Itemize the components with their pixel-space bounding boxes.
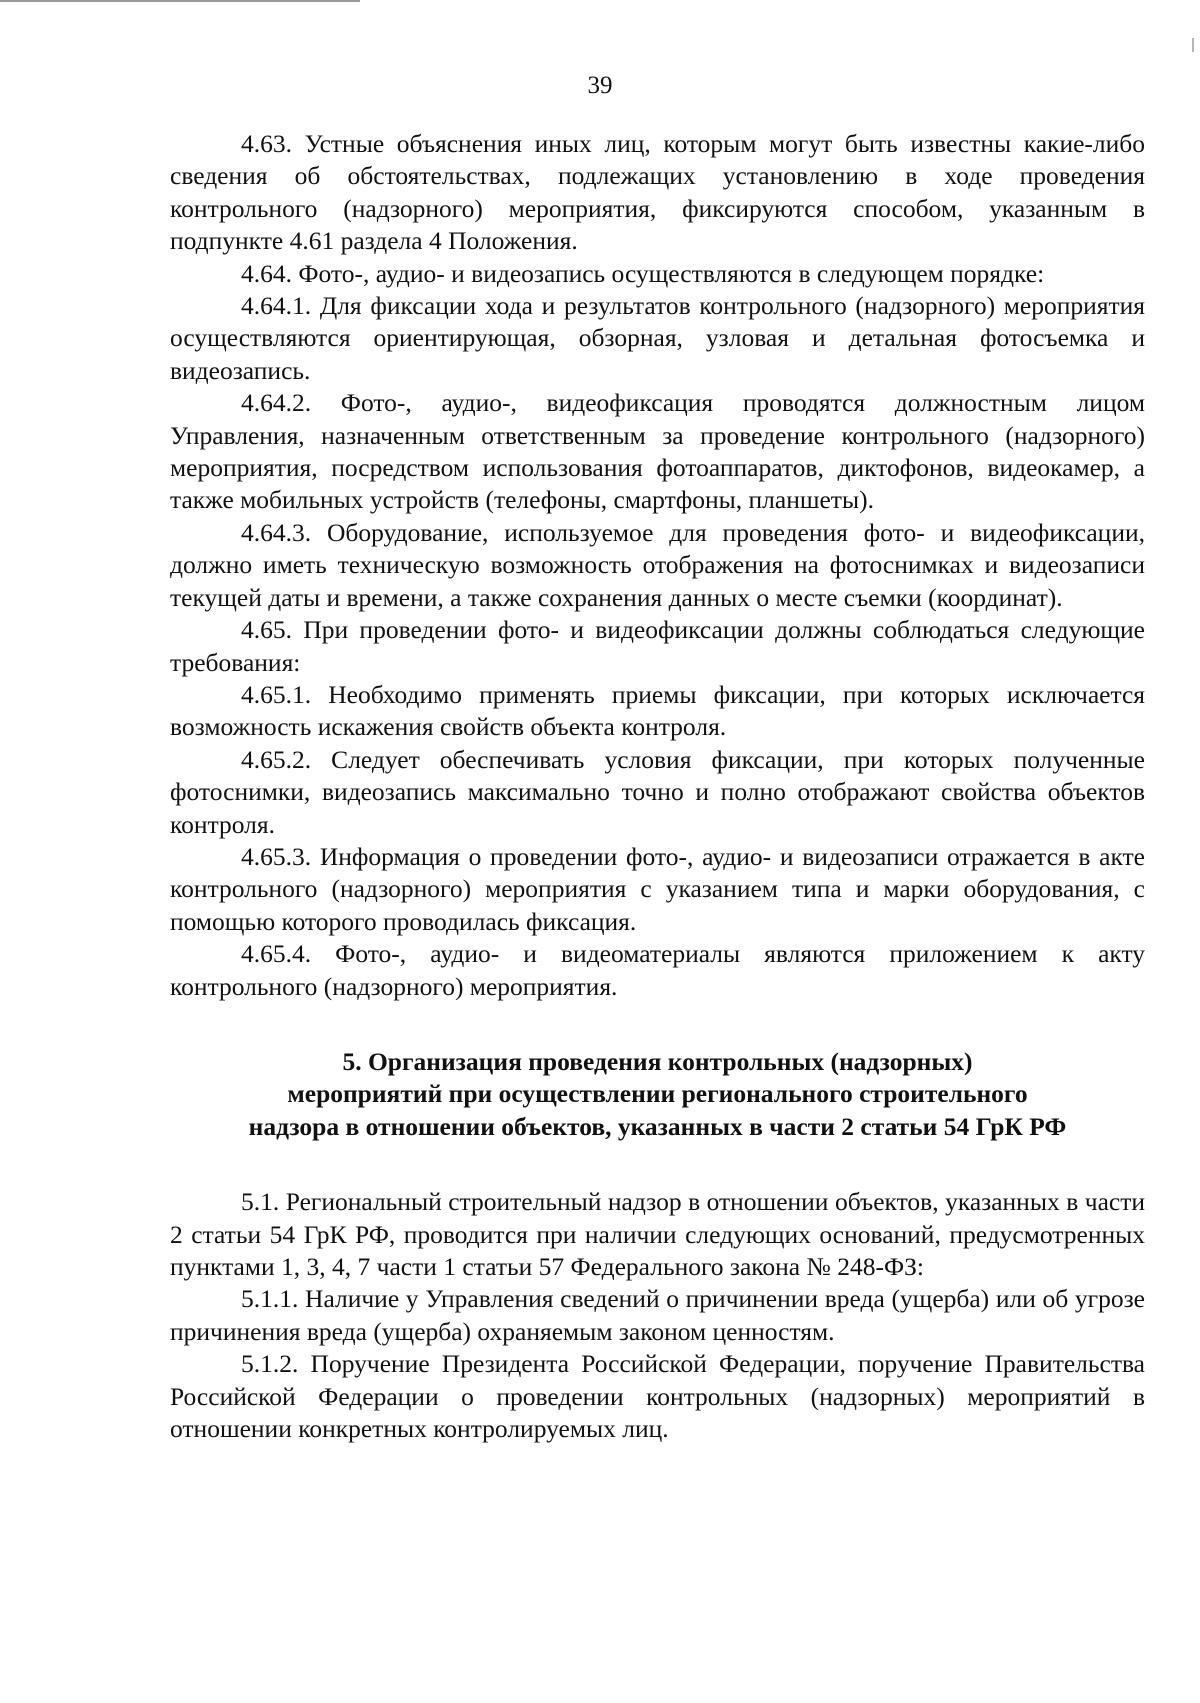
- section-heading-line: 5. Организация проведения контрольных (надзорных): [342, 1046, 973, 1076]
- section-heading-line: надзора в отношении объектов, указанных в части 2 статьи 54 ГрК РФ: [248, 1111, 1067, 1141]
- paragraph-4-65: 4.65. При проведении фото- и видеофиксации должны соблюдаться следующие требования:: [170, 615, 1145, 677]
- paragraph-4-64-2: 4.64.2. Фото-, аудио-, видеофиксация проводятся должностным лицом Управления, назначенным ответственным за проведение контрольного (надзорного) мероприятия, посредством использования фотоаппаратов, диктофонов, видеокамер, а также мобильных устройств (телефоны, смартфоны, планшеты).: [170, 388, 1145, 515]
- paragraph-4-65-1: 4.65.1. Необходимо применять приемы фиксации, при которых исключается возможность искажения свойств объекта контроля.: [170, 679, 1145, 742]
- paragraph-4-65-2: 4.65.2. Следует обеспечивать условия фиксации, при которых полученные фотоснимки, видеозапись максимально точно и полно отображают свойства объектов контроля.: [170, 744, 1145, 839]
- section-5-heading: [170, 1046, 1145, 1143]
- paragraph-4-64-1: 4.64.1. Для фиксации хода и результатов контрольного (надзорного) мероприятия осуществляются ориентирующая, обзорная, узловая и детальная фотосъемка и видеозапись.: [170, 291, 1145, 385]
- paragraph-5-1: 5.1. Региональный строительный надзор в отношении объектов, указанных в части 2 статьи 54 ГрК РФ, проводится при наличии следующих оснований, предусмотренных пунктами 1, 3, 4, 7 части 1 статьи 57 Федерального закона № 248-ФЗ:: [170, 1187, 1145, 1281]
- page-number: 39: [587, 72, 613, 99]
- scan-edge-line: [0, 0, 360, 2]
- paragraph-5-1-2: 5.1.2. Поручение Президента Российской Федерации, поручение Правительства Российской Федерации о проведении контрольных (надзорных) мероприятий в отношении конкретных контролируемых лиц.: [170, 1349, 1145, 1444]
- paragraph-4-65-4: 4.65.4. Фото-, аудио- и видеоматериалы являются приложением к акту контрольного (надзорного) мероприятия.: [170, 939, 1145, 1001]
- section-heading-line: мероприятий при осуществлении регионального строительного: [287, 1079, 1028, 1109]
- document-body: [170, 128, 1145, 1445]
- paragraph-4-64-3: 4.64.3. Оборудование, используемое для проведения фото- и видеофиксации, должно иметь техническую возможность отображения на фотоснимках и видеозаписи текущей даты и времени, а также сохранения данных о месте съемки (координат).: [170, 517, 1145, 612]
- paragraph-4-65-3: 4.65.3. Информация о проведении фото-, аудио- и видеозаписи отражается в акте контрольного (надзорного) мероприятия с указанием типа и марки оборудования, с помощью которого проводилась фиксация.: [170, 841, 1145, 936]
- scan-edge-mark: [1192, 38, 1194, 52]
- paragraph-4-63: 4.63. Устные объяснения иных лиц, которым могут быть известны какие-либо сведения об обстоятельствах, подлежащих установлению в ходе проведения контрольного (надзорного) мероприятия, фиксируются способом, указанным в подпункте 4.61 раздела 4 Положения.: [170, 129, 1145, 256]
- paragraph-4-64: 4.64. Фото-, аудио- и видеозапись осуществляются в следующем порядке:: [241, 258, 1045, 288]
- paragraph-5-1-1: 5.1.1. Наличие у Управления сведений о причинении вреда (ущерба) или об угрозе причинения вреда (ущерба) охраняемым законом ценностям.: [170, 1284, 1145, 1346]
